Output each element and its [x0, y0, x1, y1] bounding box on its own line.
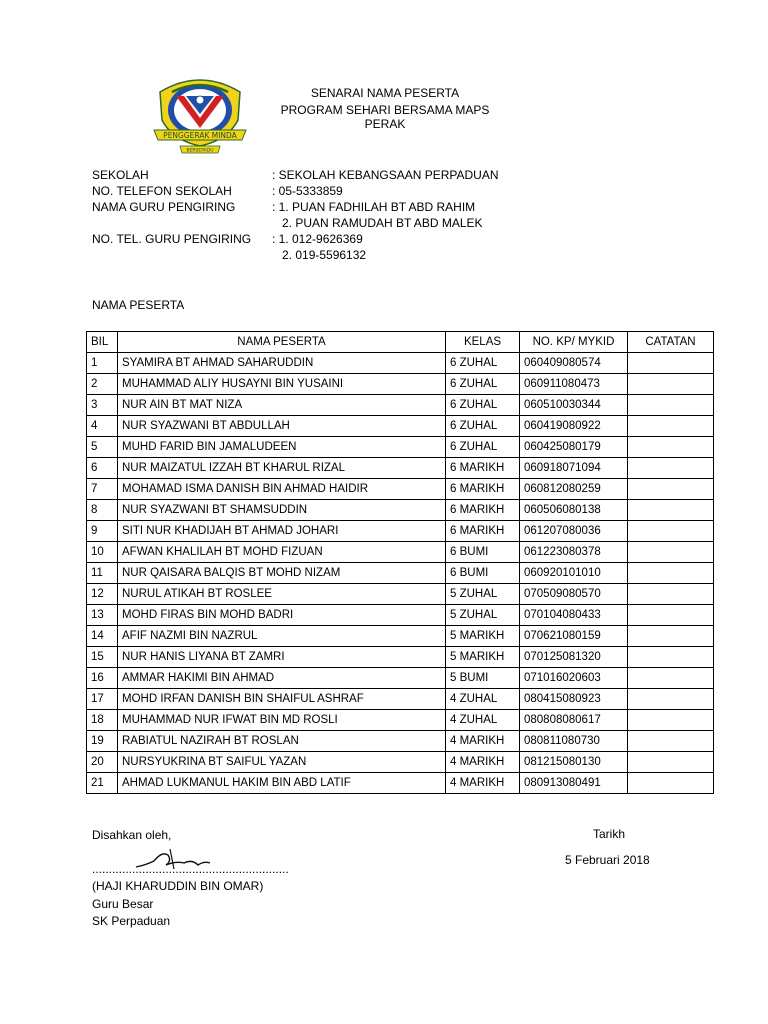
cell-name: MUHD FARID BIN JAMALUDEEN [118, 437, 446, 458]
cell-class: 6 BUMI [446, 542, 520, 563]
cell-class: 4 ZUHAL [446, 689, 520, 710]
table-row [87, 458, 714, 479]
info-label: NO. TEL. GURU PENGIRING [92, 232, 252, 246]
table-row [87, 731, 714, 752]
cell-name: MOHD IRFAN DANISH BIN SHAIFUL ASHRAF [118, 689, 446, 710]
table-row [87, 500, 714, 521]
cell-name: AMMAR HAKIMI BIN AHMAD [118, 668, 446, 689]
cell-bil: 10 [87, 542, 118, 563]
document-title-line2: PROGRAM SEHARI BERSAMA MAPS PERAK [280, 103, 490, 131]
cell-note [628, 752, 714, 773]
cell-class: 6 MARIKH [446, 521, 520, 542]
cell-bil: 11 [87, 563, 118, 584]
handwritten-signature-icon [132, 847, 212, 873]
cell-bil: 19 [87, 731, 118, 752]
cell-note [628, 563, 714, 584]
cell-note [628, 668, 714, 689]
cell-note [628, 479, 714, 500]
cell-note [628, 605, 714, 626]
cell-note [628, 458, 714, 479]
info-label: NO. TELEFON SEKOLAH [92, 184, 232, 198]
cell-name: NUR HANIS LIYANA BT ZAMRI [118, 647, 446, 668]
cell-id: 060510030344 [520, 395, 628, 416]
cell-bil: 7 [87, 479, 118, 500]
cell-id: 080808080617 [520, 710, 628, 731]
signatory-position: Guru Besar [92, 896, 154, 911]
participant-table [86, 331, 714, 794]
cell-id: 080415080923 [520, 689, 628, 710]
cell-id: 060918071094 [520, 458, 628, 479]
cell-note [628, 647, 714, 668]
cell-name: RABIATUL NAZIRAH BT ROSLAN [118, 731, 446, 752]
cell-class: 5 MARIKH [446, 647, 520, 668]
cell-bil: 5 [87, 437, 118, 458]
cell-class: 5 ZUHAL [446, 584, 520, 605]
table-row [87, 773, 714, 794]
verified-by-label: Disahkan oleh, [92, 828, 172, 842]
column-header: NAMA PESERTA [118, 332, 446, 353]
table-row [87, 605, 714, 626]
cell-name: MOHD FIRAS BIN MOHD BADRI [118, 605, 446, 626]
info-value: : 1. 012-9626369 [272, 232, 363, 246]
cell-name: AHMAD LUKMANUL HAKIM BIN ABD LATIF [118, 773, 446, 794]
table-row [87, 479, 714, 500]
cell-id: 060409080574 [520, 353, 628, 374]
school-logo [150, 74, 250, 156]
cell-note [628, 542, 714, 563]
cell-class: 4 MARIKH [446, 773, 520, 794]
table-body [87, 353, 714, 794]
cell-note [628, 731, 714, 752]
cell-note [628, 710, 714, 731]
date-value: 5 Februari 2018 [565, 853, 650, 867]
table-row [87, 710, 714, 731]
cell-class: 6 MARIKH [446, 458, 520, 479]
svg-text:PENGGERAK MINDA: PENGGERAK MINDA [163, 131, 237, 140]
cell-name: AFIF NAZMI BIN NAZRUL [118, 626, 446, 647]
cell-id: 071016020603 [520, 668, 628, 689]
cell-bil: 21 [87, 773, 118, 794]
cell-class: 6 ZUHAL [446, 374, 520, 395]
cell-bil: 15 [87, 647, 118, 668]
cell-id: 081215080130 [520, 752, 628, 773]
signatory-school: SK Perpaduan [92, 914, 171, 928]
date-label: Tarikh [593, 827, 626, 841]
cell-class: 5 BUMI [446, 668, 520, 689]
signature-dots: ........................................................... [92, 861, 289, 876]
cell-name: MUHAMMAD NUR IFWAT BIN MD ROSLI [118, 710, 446, 731]
cell-class: 4 ZUHAL [446, 710, 520, 731]
cell-note [628, 584, 714, 605]
cell-id: 070104080433 [520, 605, 628, 626]
table-row [87, 689, 714, 710]
table-row [87, 542, 714, 563]
table-row [87, 353, 714, 374]
table-row [87, 668, 714, 689]
cell-bil: 13 [87, 605, 118, 626]
cell-class: 5 ZUHAL [446, 605, 520, 626]
cell-name: SYAMIRA BT AHMAD SAHARUDDIN [118, 353, 446, 374]
cell-class: 5 MARIKH [446, 626, 520, 647]
cell-class: 6 ZUHAL [446, 416, 520, 437]
column-header: BIL [87, 332, 118, 353]
column-header: KELAS [446, 332, 520, 353]
info-value: : 05-5333859 [272, 184, 343, 198]
cell-name: NUR SYAZWANI BT ABDULLAH [118, 416, 446, 437]
table-row [87, 626, 714, 647]
cell-id: 060812080259 [520, 479, 628, 500]
table-header-row [87, 332, 714, 353]
cell-name: NURSYUKRINA BT SAIFUL YAZAN [118, 752, 446, 773]
cell-class: 6 ZUHAL [446, 353, 520, 374]
cell-bil: 6 [87, 458, 118, 479]
info-value: 2. PUAN RAMUDAH BT ABD MALEK [272, 216, 483, 230]
table-row [87, 584, 714, 605]
cell-bil: 18 [87, 710, 118, 731]
cell-bil: 3 [87, 395, 118, 416]
cell-class: 4 MARIKH [446, 731, 520, 752]
cell-bil: 8 [87, 500, 118, 521]
cell-note [628, 416, 714, 437]
info-label: SEKOLAH [92, 168, 149, 182]
cell-id: 080913080491 [520, 773, 628, 794]
cell-id: 060506080138 [520, 500, 628, 521]
cell-note [628, 626, 714, 647]
table-row [87, 647, 714, 668]
cell-name: NURUL ATIKAH BT ROSLEE [118, 584, 446, 605]
cell-class: 6 ZUHAL [446, 437, 520, 458]
cell-bil: 2 [87, 374, 118, 395]
info-value: 2. 019-5596132 [272, 248, 367, 262]
info-label: NAMA GURU PENGIRING [92, 200, 236, 214]
cell-id: 061207080036 [520, 521, 628, 542]
column-header: CATATAN [628, 332, 714, 353]
svg-text:BERSEPADU: BERSEPADU [186, 148, 214, 154]
cell-class: 6 MARIKH [446, 479, 520, 500]
cell-id: 060419080922 [520, 416, 628, 437]
cell-bil: 9 [87, 521, 118, 542]
table-row [87, 521, 714, 542]
cell-note [628, 437, 714, 458]
info-value: : 1. PUAN FADHILAH BT ABD RAHIM [272, 200, 476, 214]
cell-bil: 14 [87, 626, 118, 647]
cell-id: 060425080179 [520, 437, 628, 458]
cell-class: 4 MARIKH [446, 752, 520, 773]
cell-note [628, 395, 714, 416]
cell-name: AFWAN KHALILAH BT MOHD FIZUAN [118, 542, 446, 563]
cell-name: NUR QAISARA BALQIS BT MOHD NIZAM [118, 563, 446, 584]
cell-id: 070621080159 [520, 626, 628, 647]
document-title-line1: SENARAI NAMA PESERTA [310, 86, 460, 100]
cell-note [628, 500, 714, 521]
cell-bil: 4 [87, 416, 118, 437]
cell-class: 6 ZUHAL [446, 395, 520, 416]
column-header: NO. KP/ MYKID [520, 332, 628, 353]
cell-id: 070125081320 [520, 647, 628, 668]
cell-name: NUR AIN BT MAT NIZA [118, 395, 446, 416]
table-row [87, 416, 714, 437]
cell-id: 080811080730 [520, 731, 628, 752]
cell-bil: 12 [87, 584, 118, 605]
cell-bil: 20 [87, 752, 118, 773]
cell-note [628, 374, 714, 395]
cell-id: 060911080473 [520, 374, 628, 395]
table-row [87, 437, 714, 458]
cell-name: NUR SYAZWANI BT SHAMSUDDIN [118, 500, 446, 521]
cell-id: 060920101010 [520, 563, 628, 584]
table-row [87, 752, 714, 773]
cell-bil: 16 [87, 668, 118, 689]
table-row [87, 374, 714, 395]
cell-name: SITI NUR KHADIJAH BT AHMAD JOHARI [118, 521, 446, 542]
cell-id: 070509080570 [520, 584, 628, 605]
cell-bil: 17 [87, 689, 118, 710]
signature-line [92, 861, 289, 879]
signatory-name: (HAJI KHARUDDIN BIN OMAR) [92, 879, 264, 893]
signature-block [92, 827, 289, 931]
cell-class: 6 BUMI [446, 563, 520, 584]
cell-note [628, 689, 714, 710]
cell-id: 061223080378 [520, 542, 628, 563]
table-row [87, 563, 714, 584]
table-row [87, 395, 714, 416]
info-value: : SEKOLAH KEBANGSAAN PERPADUAN [272, 168, 499, 182]
cell-note [628, 521, 714, 542]
section-title: NAMA PESERTA [92, 298, 185, 312]
cell-note [628, 353, 714, 374]
cell-bil: 1 [87, 353, 118, 374]
cell-name: MOHAMAD ISMA DANISH BIN AHMAD HAIDIR [118, 479, 446, 500]
cell-note [628, 773, 714, 794]
cell-class: 6 MARIKH [446, 500, 520, 521]
cell-name: MUHAMMAD ALIY HUSAYNI BIN YUSAINI [118, 374, 446, 395]
cell-name: NUR MAIZATUL IZZAH BT KHARUL RIZAL [118, 458, 446, 479]
